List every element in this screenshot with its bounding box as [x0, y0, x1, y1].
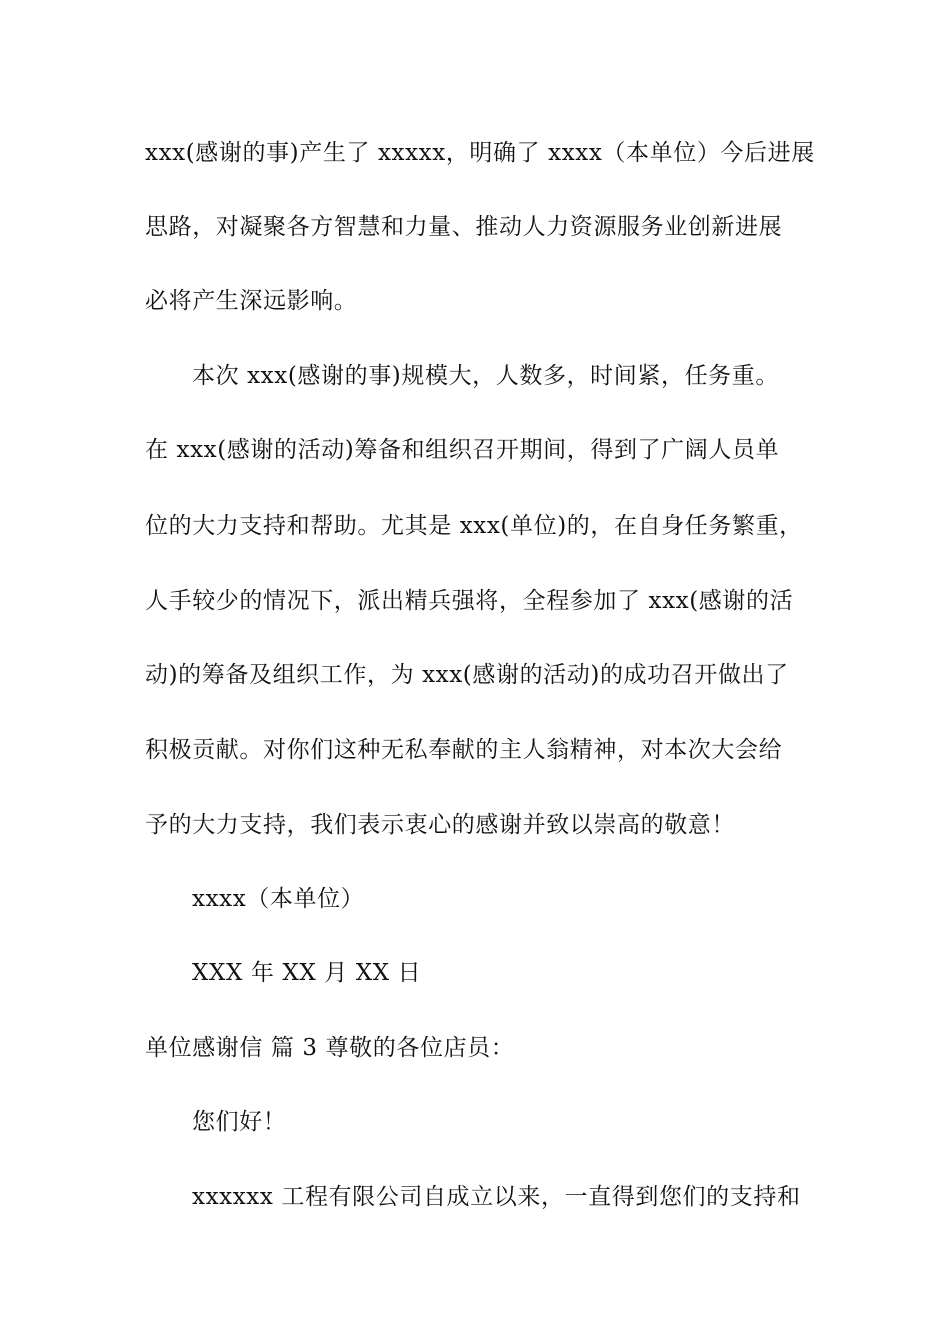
text-line: xxx(感谢的事)产生了 xxxxx，明确了 xxxx（本单位）今后进展 [145, 140, 815, 166]
signature-date: XXX 年 XX 月 XX 日 [192, 960, 422, 986]
section-heading: 单位感谢信 篇 3 尊敬的各位店员： [145, 1035, 515, 1061]
text-line: xxxxxx 工程有限公司自成立以来，一直得到您们的支持和 [192, 1184, 801, 1210]
text-line: 人手较少的情况下，派出精兵强将，全程参加了 xxx(感谢的活 [145, 588, 794, 614]
text-line: 位的大力支持和帮助。尤其是 xxx(单位)的，在自身任务繁重， [145, 513, 803, 539]
text-line: 本次 xxx(感谢的事)规模大，人数多，时间紧，任务重。 [192, 363, 779, 389]
text-line: 在 xxx(感谢的活动)筹备和组织召开期间，得到了广阔人员单 [145, 437, 780, 463]
text-line: 积极贡献。对你们这种无私奉献的主人翁精神，对本次大会给 [145, 737, 783, 763]
text-line: 必将产生深远影响。 [145, 288, 358, 314]
signature-unit: xxxx（本单位） [192, 886, 365, 912]
text-line: 动)的筹备及组织工作，为 xxx(感谢的活动)的成功召开做出了 [145, 662, 789, 688]
text-line: 予的大力支持，我们表示衷心的感谢并致以崇高的敬意！ [145, 812, 735, 838]
greeting: 您们好！ [192, 1109, 287, 1135]
text-line: 思路，对凝聚各方智慧和力量、推动人力资源服务业创新进展 [145, 214, 783, 240]
